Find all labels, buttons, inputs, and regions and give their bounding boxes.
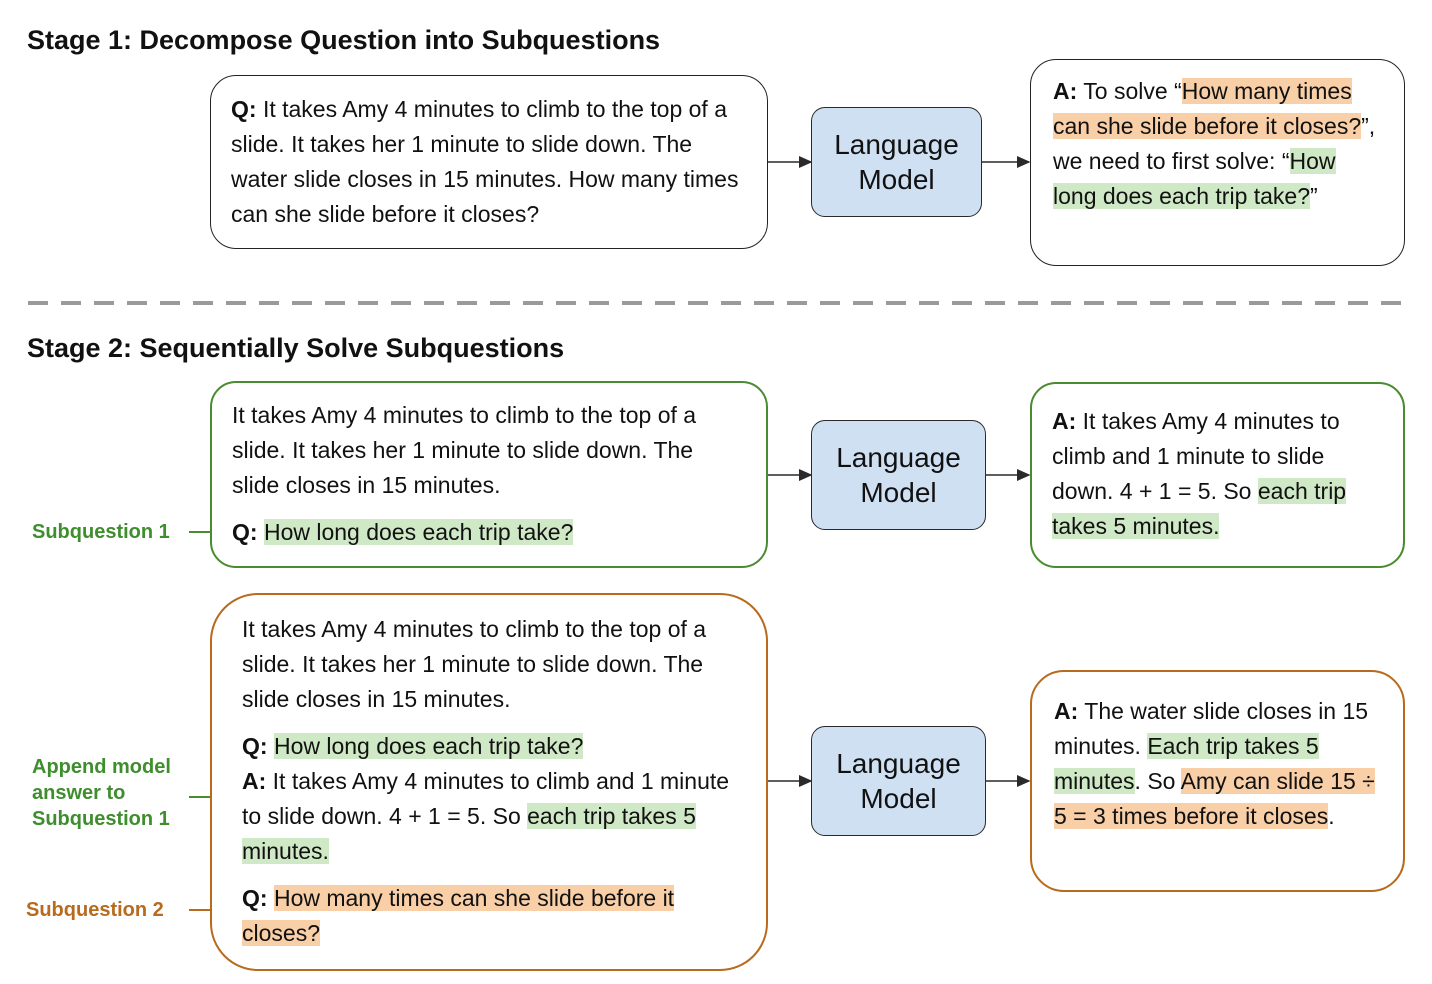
answer-text: It takes Amy 4 minutes to climb and 1 minute to slide down. 4 + 1 = 5. So	[242, 768, 730, 829]
stage1-answer-box	[1030, 59, 1405, 266]
highlight-trip-answer: each trip takes 5 minutes.	[1052, 478, 1347, 539]
row2-answer-box	[1030, 670, 1405, 892]
model-label-line2: Model	[858, 164, 935, 195]
stage1-question-text	[231, 92, 747, 232]
highlight-subquestion-1: How long does each trip take?	[273, 733, 584, 759]
stage2-heading: Stage 2: Sequentially Solve Subquestions	[27, 333, 565, 363]
q-label: Q:	[242, 885, 268, 911]
label-subquestion-2: Subquestion 2	[26, 899, 164, 921]
question-body: It takes Amy 4 minutes to climb to the top of a slide. It takes her 1 minute to slide down. The water slide closes in 15 minutes. How many times can she slide before it closes?	[231, 96, 739, 227]
a-label: A:	[1052, 408, 1077, 434]
row2-q2-text	[242, 881, 740, 951]
model-label-line2: Model	[860, 477, 937, 508]
model-label-line1: Language	[834, 129, 959, 160]
row1-question-text	[232, 515, 746, 550]
q-label: Q:	[232, 519, 258, 545]
a-label: A:	[1054, 698, 1079, 724]
answer-text: It takes Amy 4 minutes to climb and 1 minute to slide down. 4 + 1 = 5. So	[1052, 408, 1340, 504]
language-model-box-row2	[811, 726, 986, 836]
q-label: Q:	[231, 96, 257, 122]
answer-text: To solve “	[1083, 78, 1182, 104]
label-subquestion-1: Subquestion 1	[32, 521, 170, 543]
stage1-heading: Stage 1: Decompose Question into Subquestions	[27, 25, 661, 55]
row2-context-text: It takes Amy 4 minutes to climb to the top of a slide. It takes her 1 minute to slide down. The slide closes in 15 minutes.	[242, 616, 707, 712]
row2-q1-text	[242, 729, 740, 764]
language-model-box-stage1	[811, 107, 982, 217]
model-label-line2: Model	[860, 783, 937, 814]
row2-a1-text	[242, 764, 740, 869]
row2-question-box	[210, 593, 768, 971]
answer-text: ”, we need to first solve: “	[1053, 113, 1376, 174]
highlight-main-question: How many times can she slide before it closes?	[1053, 78, 1362, 139]
answer-text: ”	[1310, 183, 1318, 209]
highlight-trip-answer: each trip takes 5 minutes.	[242, 803, 696, 864]
label-append-model-answer: Append model answer to Subquestion 1	[32, 756, 171, 830]
row1-question-box	[210, 381, 768, 568]
highlight-subquestion-1: How long does each trip take?	[263, 519, 574, 545]
stage1-question-box	[210, 75, 768, 249]
q-label: Q:	[242, 733, 268, 759]
highlight-subquestion: How long does each trip take?	[1053, 148, 1336, 209]
answer-text: . So	[1134, 768, 1181, 794]
model-label-line1: Language	[836, 748, 961, 779]
highlight-subquestion-2: How many times can she slide before it closes?	[242, 885, 675, 946]
row1-answer-text	[1052, 404, 1381, 544]
language-model-box-row1	[811, 420, 986, 530]
row1-answer-box	[1030, 382, 1405, 568]
row2-answer-text	[1054, 694, 1377, 834]
a-label: A:	[242, 768, 267, 794]
row1-context-text: It takes Amy 4 minutes to climb to the top of a slide. It takes her 1 minute to slide down. The slide closes in 15 minutes.	[232, 402, 697, 498]
model-label-line1: Language	[836, 442, 961, 473]
stage1-answer-text	[1053, 74, 1382, 214]
a-label: A:	[1053, 78, 1078, 104]
highlight-final-answer: Amy can slide 15 ÷ 5 = 3 times before it closes	[1054, 768, 1375, 829]
answer-text: The water slide closes in 15 minutes.	[1054, 698, 1369, 759]
highlight-trip-answer: Each trip takes 5 minutes	[1054, 733, 1319, 794]
answer-text: .	[1328, 803, 1335, 829]
